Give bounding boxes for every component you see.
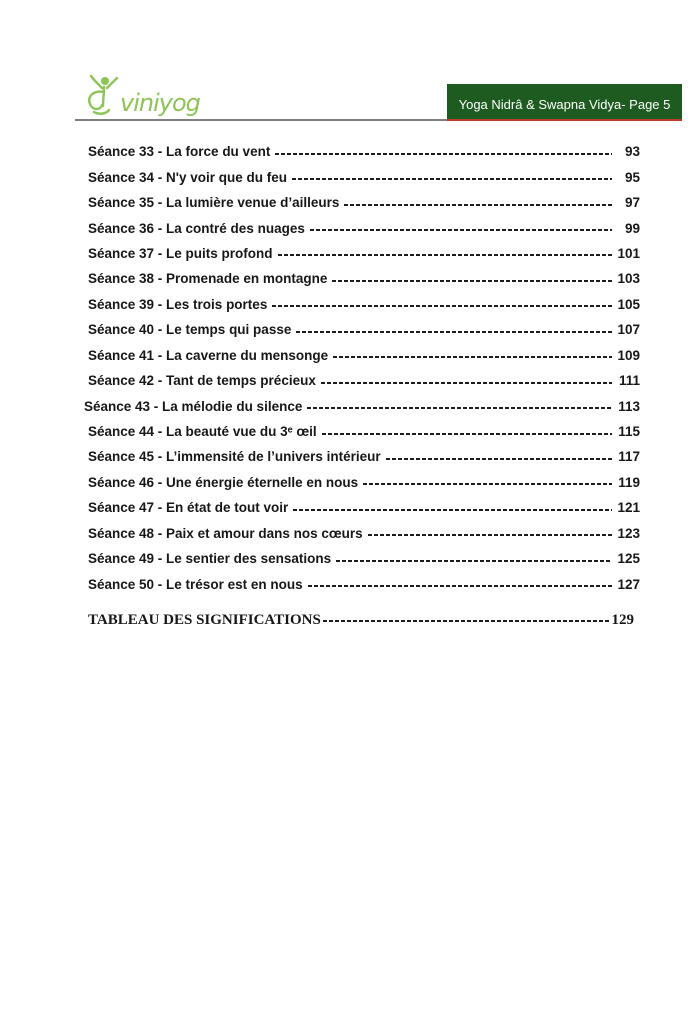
toc-entry-page: 99 bbox=[624, 220, 640, 236]
toc-entry-page: 115 bbox=[618, 424, 640, 440]
toc-entry-label: Séance 50 - Le trésor est en nous bbox=[88, 576, 303, 592]
person-figure-icon bbox=[89, 76, 117, 114]
toc-entry bbox=[88, 571, 640, 596]
toc-entry bbox=[88, 190, 640, 215]
toc-footer-entry bbox=[88, 610, 634, 630]
toc-entry-page: 97 bbox=[624, 195, 640, 211]
toc-leader-dashes bbox=[292, 178, 612, 180]
toc-entry-page: 117 bbox=[618, 449, 640, 465]
toc-entry-page: 127 bbox=[617, 576, 640, 592]
toc-leader-dashes bbox=[307, 407, 612, 409]
toc-entry-page: 123 bbox=[617, 525, 640, 541]
toc-list bbox=[84, 139, 640, 597]
toc-entry-page: 119 bbox=[618, 474, 640, 490]
toc-entry bbox=[88, 241, 640, 266]
toc-entry-label: Séance 40 - Le temps qui passe bbox=[88, 322, 292, 338]
toc-leader-dashes bbox=[275, 153, 612, 155]
toc-leader-dashes bbox=[332, 280, 612, 282]
toc-entry-label: Séance 47 - En état de tout voir bbox=[88, 500, 289, 516]
toc-entry-label: Séance 44 - La beauté vue du 3ᵉ œil bbox=[88, 424, 317, 440]
toc-entry bbox=[88, 215, 640, 240]
toc-entry-label: Séance 49 - Le sentier des sensations bbox=[88, 551, 332, 567]
toc-leader-dashes bbox=[278, 254, 612, 256]
toc-leader-dashes bbox=[322, 433, 612, 435]
toc-entry-label: Séance 38 - Promenade en montagne bbox=[88, 271, 328, 287]
toc-leader-dashes bbox=[333, 356, 612, 358]
toc-entry bbox=[88, 546, 640, 571]
toc-leader-dashes bbox=[321, 382, 612, 384]
toc-entry-label: Séance 46 - Une énergie éternelle en nous bbox=[88, 474, 359, 490]
toc-leader-dashes bbox=[293, 509, 612, 511]
toc-entry bbox=[88, 139, 640, 164]
toc-entry-page: 121 bbox=[617, 500, 640, 516]
toc-entry-page: 125 bbox=[617, 551, 640, 567]
toc-entry bbox=[88, 343, 640, 368]
toc-footer-page: 129 bbox=[611, 611, 634, 628]
toc-entry bbox=[84, 393, 640, 418]
toc-entry-label: Séance 48 - Paix et amour dans nos cœurs bbox=[88, 525, 363, 541]
toc-footer-label: TABLEAU DES SIGNIFICATIONS bbox=[88, 611, 321, 628]
logo-wordmark: viniyog bbox=[120, 89, 200, 117]
header-banner bbox=[447, 84, 682, 121]
toc-entry-page: 111 bbox=[618, 373, 640, 389]
toc-entry-page: 95 bbox=[624, 169, 640, 185]
toc-entry-label: Séance 43 - La mélodie du silence bbox=[84, 398, 303, 414]
toc-leader-dashes bbox=[363, 483, 612, 485]
toc-entry-label: Séance 41 - La caverne du mensonge bbox=[88, 347, 329, 363]
toc-entry bbox=[88, 419, 640, 444]
toc-entry bbox=[88, 292, 640, 317]
toc-leader-dashes bbox=[336, 560, 612, 562]
toc-leader-dashes bbox=[386, 458, 612, 460]
toc-entry-page: 93 bbox=[624, 144, 640, 160]
toc-leader-dashes bbox=[296, 331, 612, 333]
toc-leader-dashes bbox=[344, 204, 612, 206]
toc-entry-label: Séance 37 - Le puits profond bbox=[88, 245, 273, 261]
toc-entry-page: 101 bbox=[617, 245, 640, 261]
toc-entry bbox=[88, 495, 640, 520]
header-banner-text: Yoga Nidrâ & Swapna Vidya- Page 5 bbox=[458, 97, 671, 112]
toc-entry-page: 113 bbox=[618, 398, 640, 414]
toc-entry bbox=[88, 521, 640, 546]
toc-entry bbox=[88, 266, 640, 291]
toc-entry-page: 103 bbox=[617, 271, 640, 287]
toc-leader-dashes bbox=[310, 229, 612, 231]
toc-entry-label: Séance 34 - N'y voir que du feu bbox=[88, 169, 288, 185]
toc-entry bbox=[88, 164, 640, 189]
toc-entry-label: Séance 42 - Tant de temps précieux bbox=[88, 373, 316, 389]
toc-entry bbox=[88, 317, 640, 342]
toc-leader-dashes bbox=[308, 585, 612, 587]
viniyog-logo bbox=[78, 72, 248, 122]
toc-entry bbox=[88, 368, 640, 393]
toc-entry-page: 105 bbox=[617, 296, 640, 312]
toc-entry-label: Séance 45 - L’immensité de l’univers intérieur bbox=[88, 449, 381, 465]
toc-entry-label: Séance 35 - La lumière venue d’ailleurs bbox=[88, 195, 340, 211]
toc-entry bbox=[88, 444, 640, 469]
toc-entry-label: Séance 33 - La force du vent bbox=[88, 144, 271, 160]
toc-entry-page: 109 bbox=[617, 347, 640, 363]
toc-leader-dashes bbox=[323, 620, 611, 622]
toc-entry-page: 107 bbox=[617, 322, 640, 338]
toc-entry bbox=[88, 470, 640, 495]
toc-leader-dashes bbox=[272, 305, 612, 307]
toc-entry-label: Séance 39 - Les trois portes bbox=[88, 296, 268, 312]
toc-leader-dashes bbox=[368, 534, 612, 536]
toc-entry-label: Séance 36 - La contré des nuages bbox=[88, 220, 305, 236]
